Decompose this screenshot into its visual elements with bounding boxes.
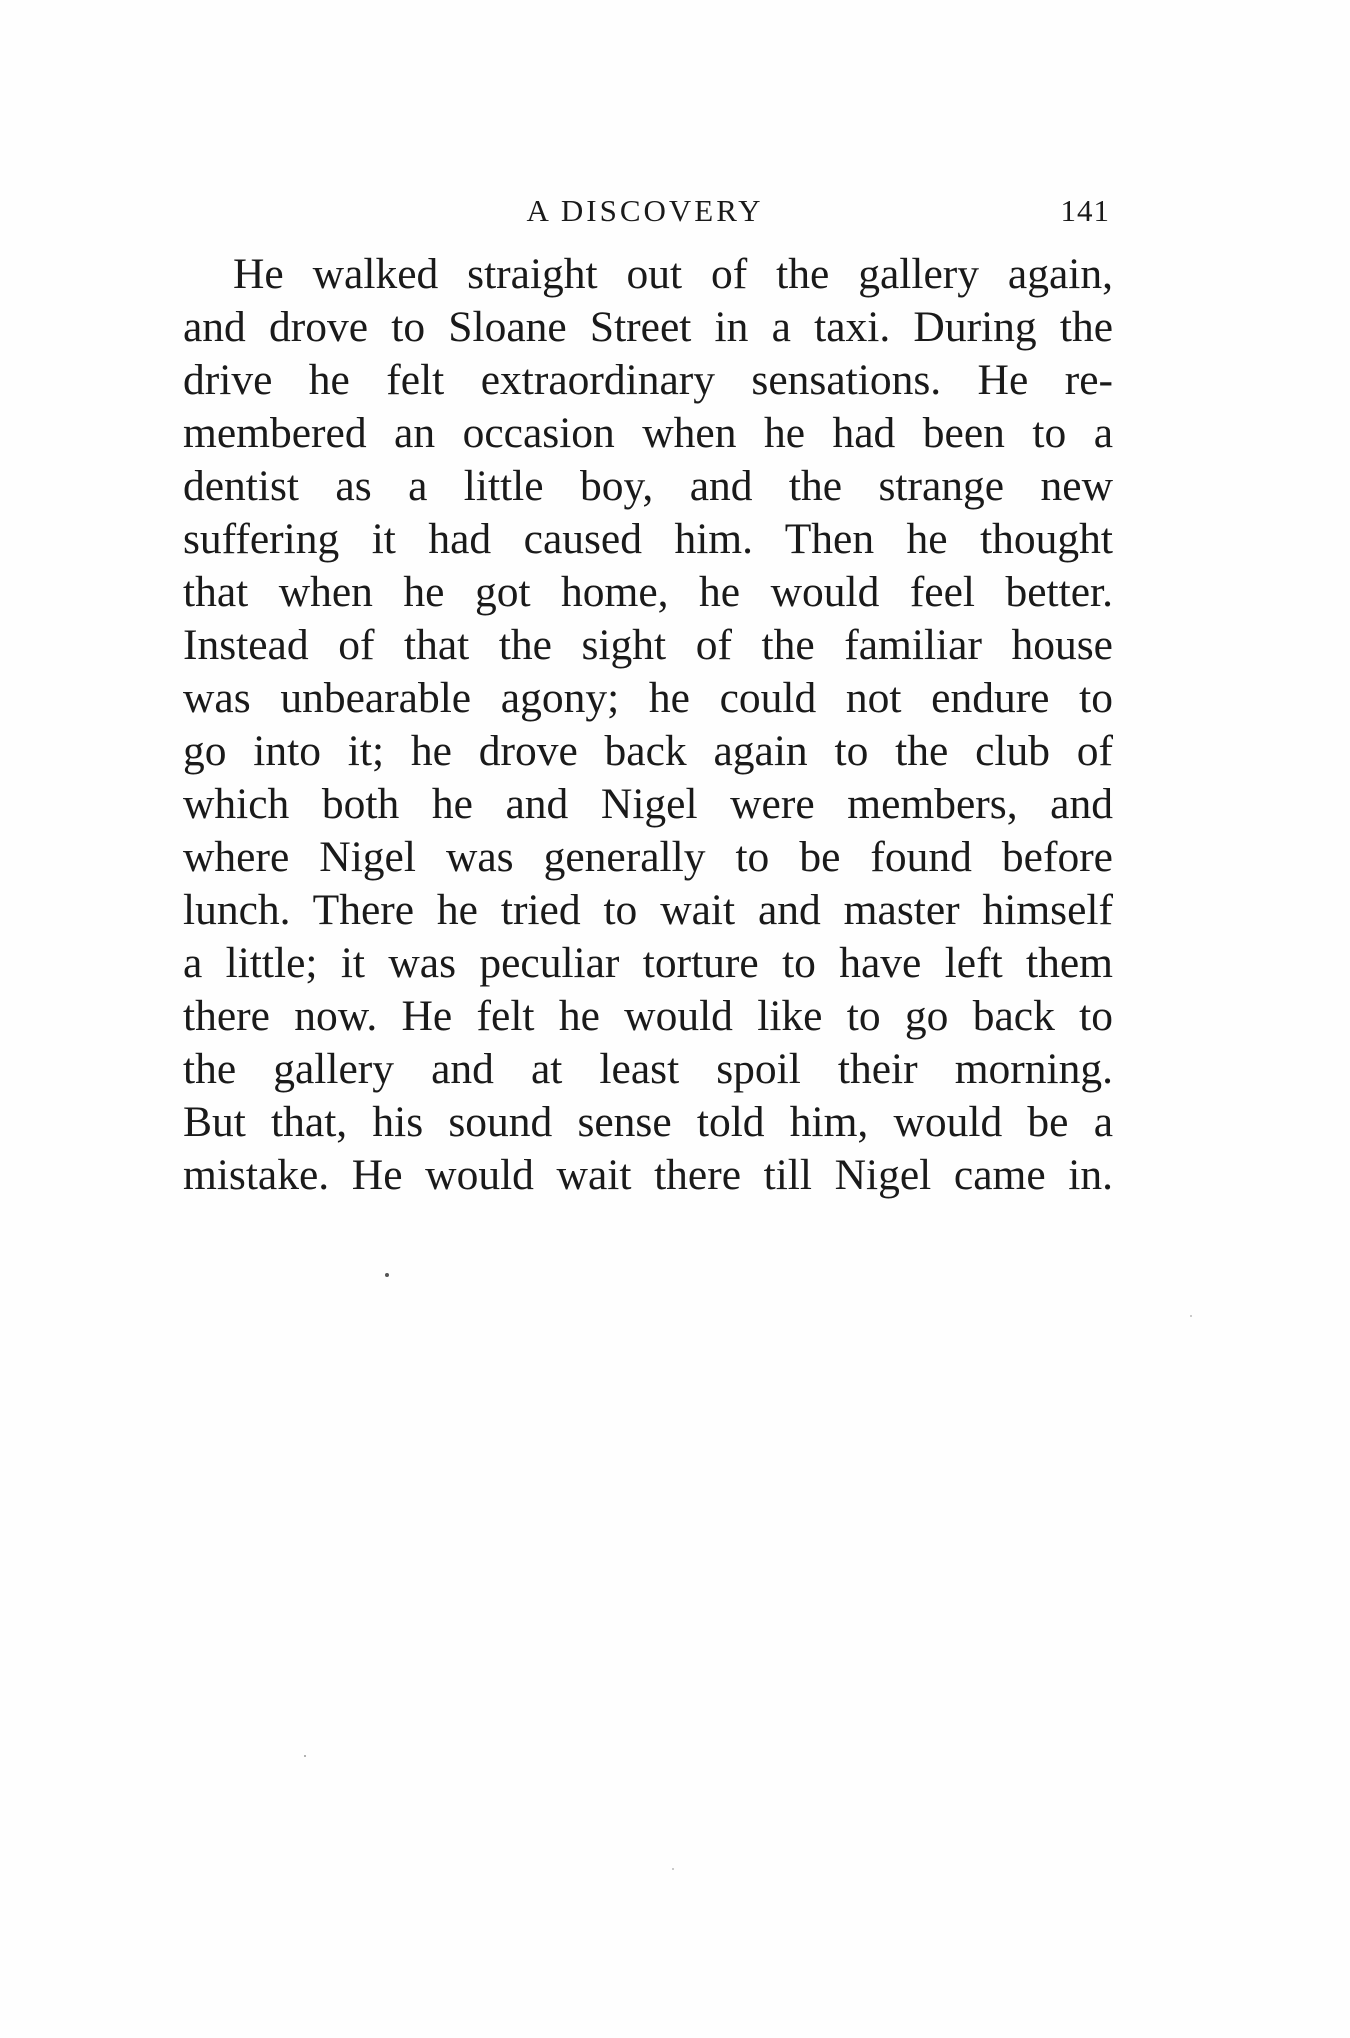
text-line: He walked straight out of the gallery again, — [233, 250, 1113, 298]
text-line: go into it; he drove back again to the club of — [183, 727, 1113, 775]
page-number: 141 — [1060, 193, 1110, 228]
text-line: there now. He felt he would like to go back to — [183, 992, 1113, 1040]
running-head — [180, 186, 1110, 236]
paper-speck — [385, 1273, 389, 1277]
text-line: where Nigel was generally to be found before — [183, 833, 1113, 881]
paper-speck — [1190, 1315, 1192, 1317]
text-line: the gallery and at least spoil their morning. — [183, 1045, 1113, 1093]
text-line: a little; it was peculiar torture to have left them — [183, 939, 1113, 987]
text-line: mistake. He would wait there till Nigel came in. — [183, 1151, 1113, 1199]
text-line: lunch. There he tried to wait and master himself — [183, 886, 1113, 934]
text-line: dentist as a little boy, and the strange new — [183, 462, 1113, 510]
text-line: But that, his sound sense told him, would be a — [183, 1098, 1113, 1146]
text-line: that when he got home, he would feel better. — [183, 568, 1113, 616]
text-line: and drove to Sloane Street in a taxi. During the — [183, 303, 1113, 351]
text-line: which both he and Nigel were members, and — [183, 780, 1113, 828]
chapter-title: A DISCOVERY — [526, 193, 764, 228]
paper-speck — [672, 1868, 674, 1870]
body-text — [183, 248, 1113, 1202]
paper-speck — [304, 1755, 306, 1757]
text-line: membered an occasion when he had been to a — [183, 409, 1113, 457]
text-line: drive he felt extraordinary sensations. He re- — [183, 356, 1113, 404]
text-line: suffering it had caused him. Then he thought — [183, 515, 1113, 563]
text-line: was unbearable agony; he could not endure to — [183, 674, 1113, 722]
text-line: Instead of that the sight of the familiar house — [183, 621, 1113, 669]
